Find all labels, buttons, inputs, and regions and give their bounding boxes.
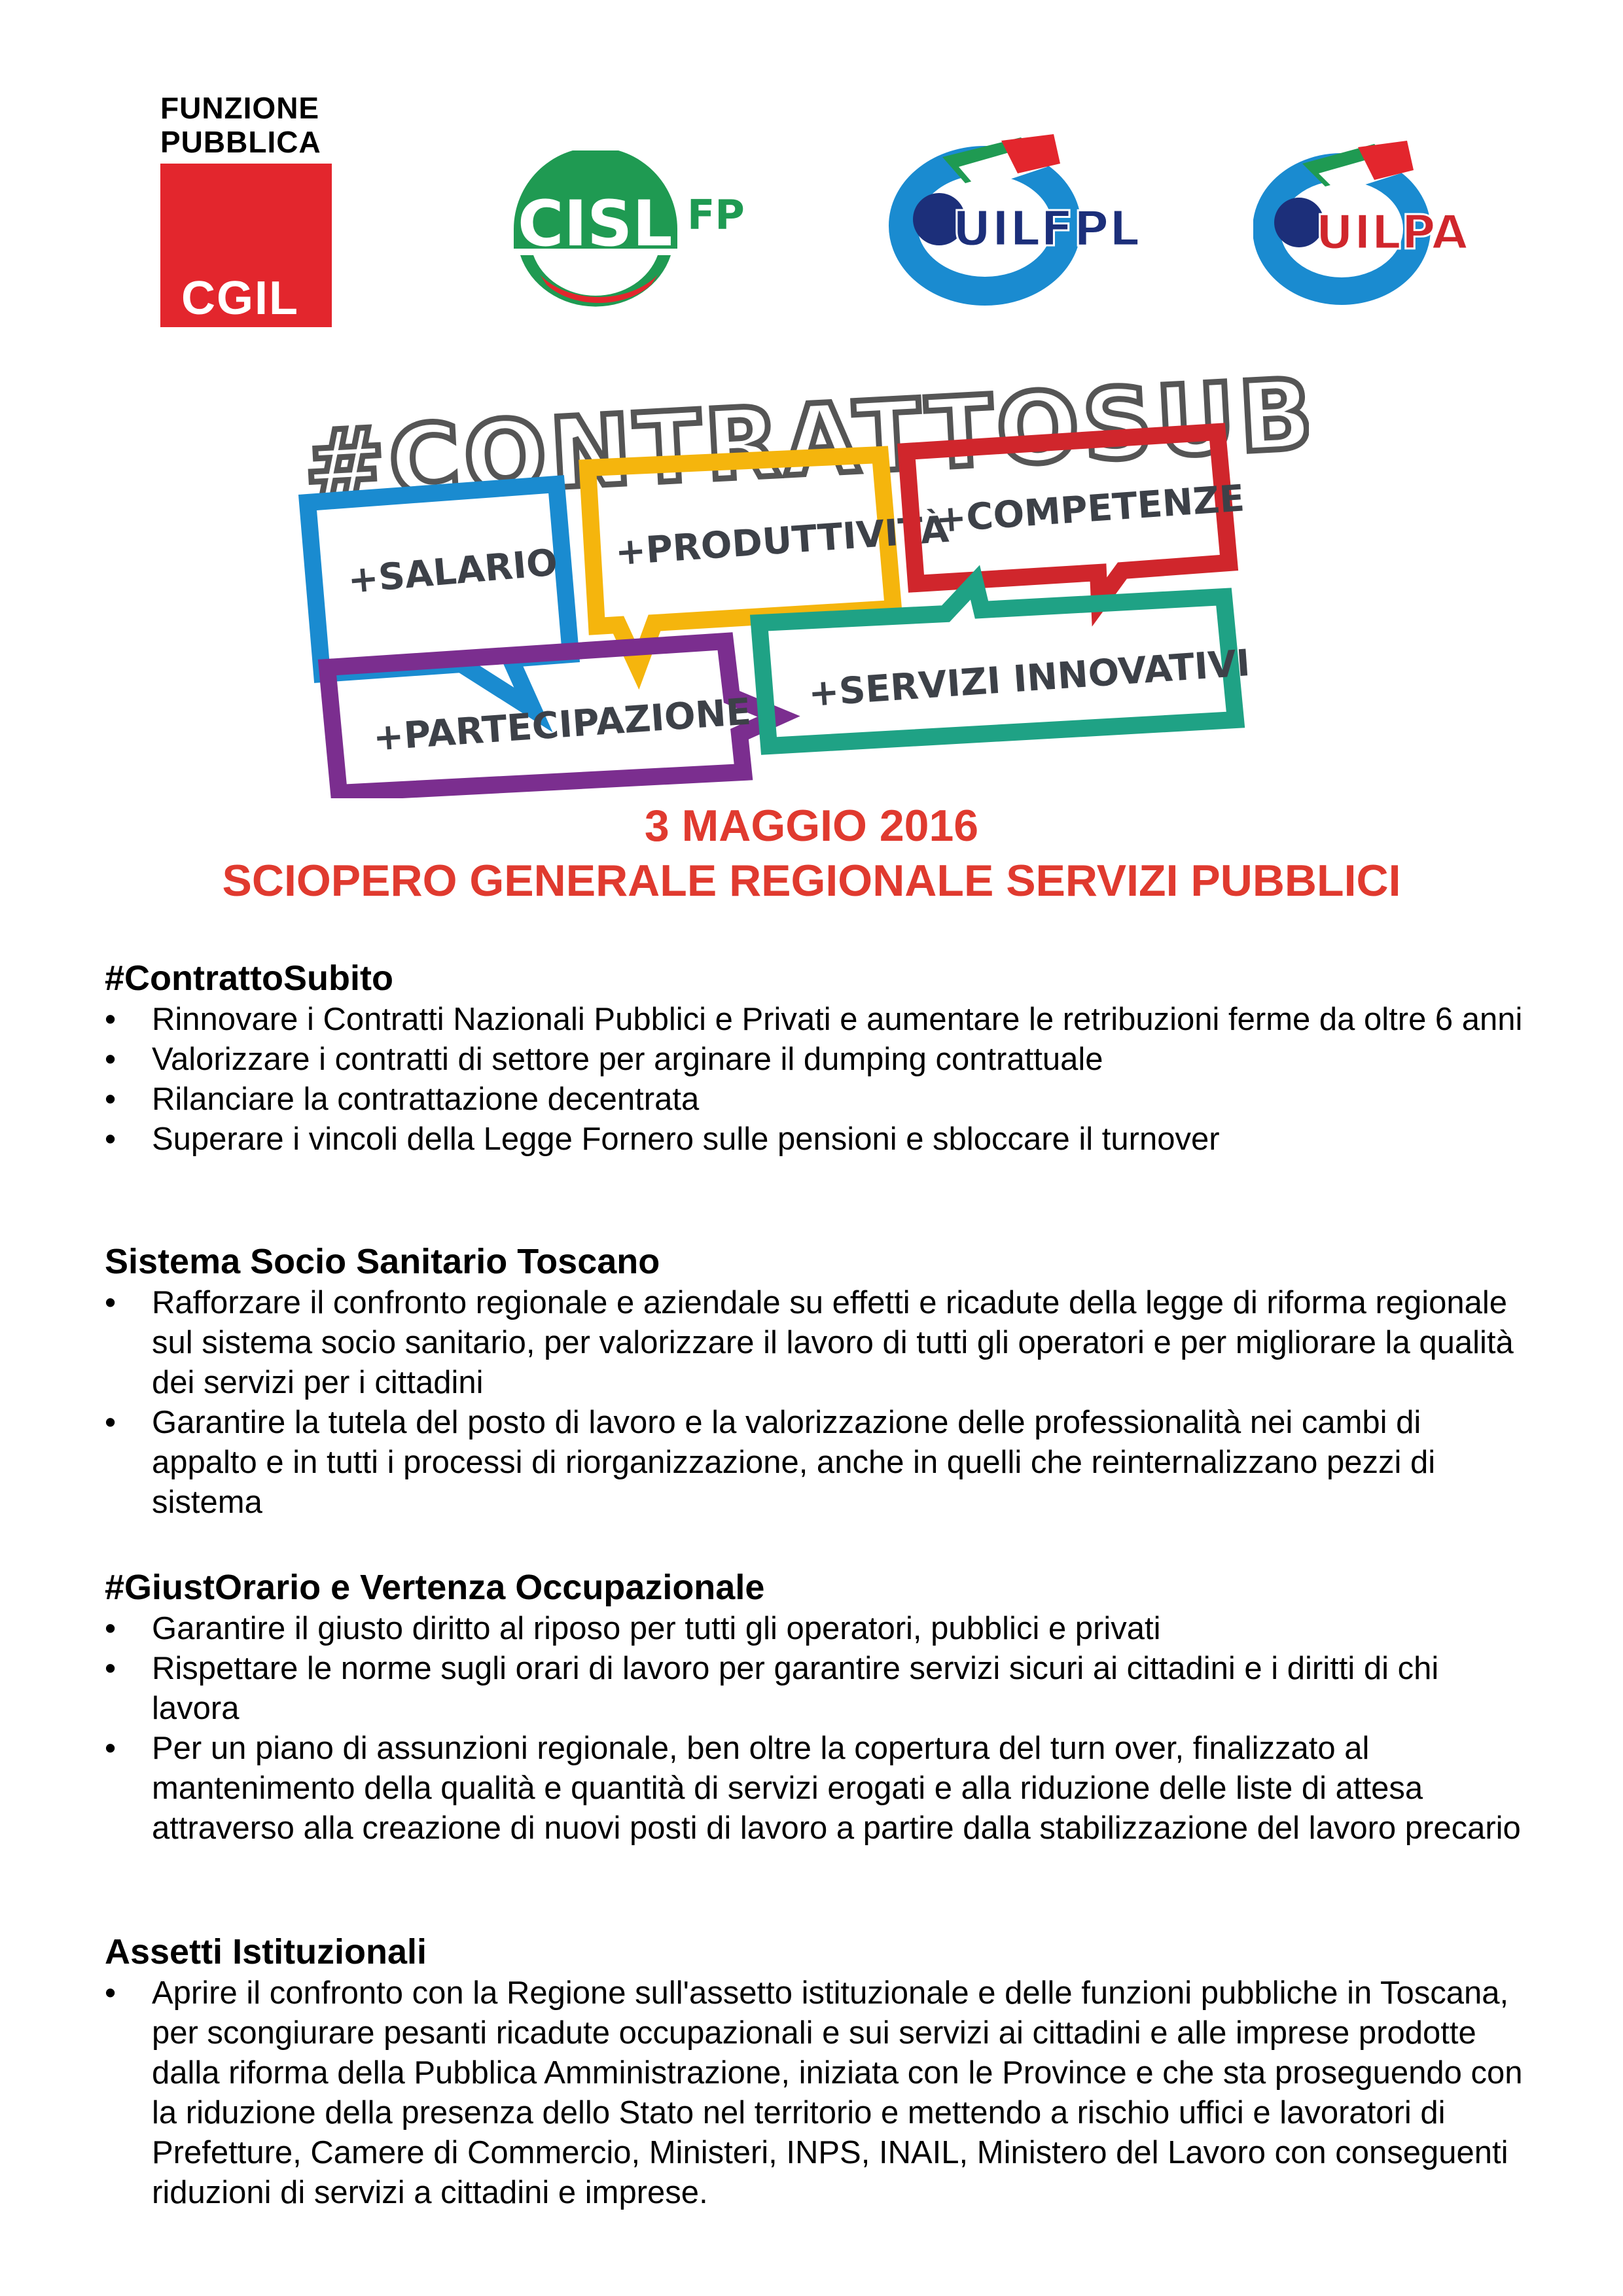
bullet-icon: • (105, 1122, 116, 1157)
uilpa-emblem (1253, 131, 1515, 314)
list-item: • Rafforzare il confronto regionale e aziendale su effetti e ricadute della legge di riforma regionale sul sistema socio sanitario, per valorizzare il lavoro di tutti gli operatori e per migliorare la qualità dei servizi per i cittadini (105, 1283, 1531, 1403)
section-title: Assetti Istituzionali (105, 1932, 427, 1971)
contrattosubito-banner (288, 327, 1309, 798)
bullet-icon: • (105, 1405, 116, 1440)
section-title: Sistema Socio Sanitario Toscano (105, 1242, 660, 1281)
bubble-salario: +SALARIO (346, 541, 560, 603)
bullet-icon: • (105, 1082, 116, 1117)
section-sistema-socio-sanitario (105, 1240, 1531, 1523)
logo-fp-cgil-word: CGIL (181, 272, 299, 325)
headline-date: 3 MAGGIO 2016 (644, 801, 979, 851)
list-item: • Valorizzare i contratti di settore per arginare il dumping contrattuale (105, 1040, 1531, 1080)
list-item: • Rilanciare la contrattazione decentrata (105, 1080, 1531, 1120)
list-item: • Superare i vincoli della Legge Fornero sulle pensioni e sbloccare il turnover (105, 1120, 1531, 1159)
headline-title: SCIOPERO GENERALE REGIONALE SERVIZI PUBBLICI (222, 856, 1401, 906)
section-giustorario (105, 1566, 1531, 1848)
bullet-list (105, 1000, 1531, 1159)
bullet-icon: • (105, 1611, 116, 1646)
bullet-list (105, 1283, 1531, 1523)
list-item: • Garantire la tutela del posto di lavoro e la valorizzazione delle professionalità nei cambi di appalto e in tutti i processi di riorganizzazione, anche in quelli che reinternalizzano pezzi di sistema (105, 1403, 1531, 1523)
logo-fp-cgil (160, 92, 332, 327)
list-item: • Per un piano di assunzioni regionale, ben oltre la copertura del turn over, finalizzato al mantenimento della qualità e quantità di servizi erogati e alla riduzione delle liste di attesa attraverso alla creazione di nuovi posti di lavoro a partire dalla stabilizzazione del lavoro precario (105, 1729, 1531, 1848)
list-item: • Rispettare le norme sugli orari di lavoro per garantire servizi sicuri ai cittadini e i diritti di chi lavora (105, 1649, 1531, 1729)
uilfpl-emblem (887, 121, 1168, 311)
logo-fp-cgil-line2: PUBBLICA (160, 125, 321, 159)
section-assetti-istituzionali (105, 1930, 1531, 2213)
section-title: #ContrattoSubito (105, 959, 393, 998)
uilpa-word: UILPA (1315, 205, 1469, 260)
logo-uilpa (1253, 131, 1515, 314)
bullet-list (105, 1609, 1531, 1848)
section-title: #GiustOrario e Vertenza Occupazionale (105, 1568, 765, 1607)
bullet-icon: • (105, 1651, 116, 1686)
bubble-produttivita: +PRODUTTIVITÀ (613, 508, 950, 574)
bullet-icon: • (105, 1042, 116, 1077)
logo-fp-cgil-box (160, 164, 332, 327)
logo-fp-cgil-line1: FUNZIONE (160, 91, 320, 125)
bullet-icon: • (105, 1975, 116, 2011)
bubble-partecipazione: +PARTECIPAZIONE (372, 690, 753, 760)
banner-hashtag: #CONTRATTOSUBITO (301, 347, 1309, 523)
bubble-competenze: +COMPETENZE (934, 477, 1246, 542)
section-contrattosubito (105, 957, 1531, 1159)
list-item: • Rinnovare i Contratti Nazionali Pubblici e Privati e aumentare le retribuzioni ferme da oltre 6 anni (105, 1000, 1531, 1040)
banner-graphic (288, 327, 1309, 798)
uilfpl-word: UILFPL (952, 201, 1140, 257)
logo-cisl-fp (494, 150, 769, 327)
logo-uilfpl (887, 121, 1168, 311)
cisl-word: CISL (518, 187, 673, 260)
bullet-icon: • (105, 1002, 116, 1037)
list-item: • Garantire il giusto diritto al riposo per tutti gli operatori, pubblici e privati (105, 1609, 1531, 1649)
cisl-fp-emblem (494, 150, 769, 327)
list-item: • Aprire il confronto con la Regione sull'assetto istituzionale e delle funzioni pubbliche in Toscana, per scongiurare pesanti ricadute occupazionali e sui servizi ai cittadini e alle imprese prodotte dalla riforma della Pubblica Amministrazione, iniziata con le Province e che sta proseguendo con la riduzione della presenza dello Stato nel territorio e mettendo a rischio uffici e lavoratori di Prefetture, Camere di Commercio, Ministeri, INPS, INAIL, Ministero del Lavoro con conseguenti riduzioni di servizi a cittadini e imprese. (105, 1973, 1531, 2213)
bullet-list (105, 1973, 1531, 2213)
bullet-icon: • (105, 1285, 116, 1320)
bubble-servizi-innovativi: +SERVIZI INNOVATIVI (807, 642, 1252, 716)
cisl-fp-suffix: FP (687, 191, 745, 239)
bullet-icon: • (105, 1731, 116, 1766)
